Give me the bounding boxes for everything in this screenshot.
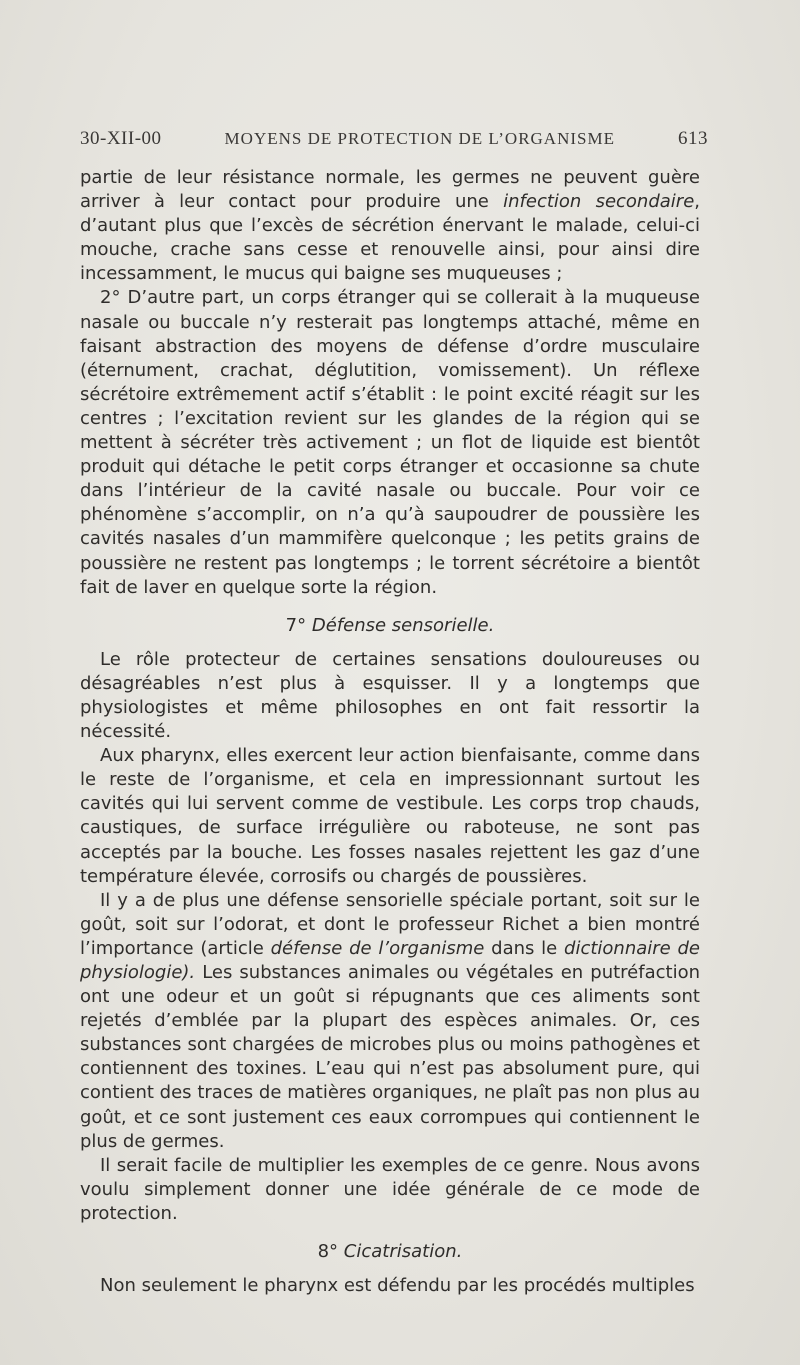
paragraph-1-text-a: partie de leur résistance normale, les germes ne peuvent guère arriver à leur contact pour produire une: [80, 167, 700, 213]
paragraph-1-text-b: , d’autant plus que l’excès de sécrétion énervant le malade, celui-ci mouche, crache sans cesse et renouvelle ainsi, pour ainsi dire incessamment, le mucus qui baigne ses muqueuses ;: [80, 191, 700, 285]
paragraph-1: [80, 166, 700, 286]
header-title: MOYENS DE PROTECTION DE L’ORGANISME: [224, 129, 615, 148]
page-body: [80, 166, 700, 1298]
paragraph-3: Le rôle protecteur de certaines sensations douloureuses ou désagréables n’est plus à esquisser. Il y a longtemps que physiologistes et même philosophes en ont fait ressortir la nécessité.: [80, 648, 700, 743]
paragraph-5-emphasis-2: dictionnaire de physiologie).: [80, 937, 700, 983]
header-date: 30-XII-00: [80, 128, 162, 149]
section-7-title: Défense sensorielle.: [311, 614, 495, 636]
section-8-heading: [80, 1240, 700, 1264]
paragraph-5-emphasis-1: défense de l’organisme: [270, 937, 485, 959]
paragraph-7: Non seulement le pharynx est défendu par les procédés multiples: [100, 1275, 695, 1297]
paragraph-5: [80, 889, 700, 1154]
paragraph-1-emphasis: infection secondaire: [503, 191, 695, 213]
page-number: 613: [678, 128, 708, 149]
paragraph-5-text-a: Il y a de plus une défense sensorielle spéciale portant, soit sur le goût, soit sur l’odorat, et dont le professeur Richet a bien montré l’importance (article: [80, 889, 700, 959]
section-8-number: 8°: [317, 1241, 339, 1263]
paragraph-6: Il serait facile de multiplier les exemples de ce genre. Nous avons voulu simplement donner une idée générale de ce mode de protection.: [80, 1154, 700, 1224]
paragraph-2: 2° D’autre part, un corps étranger qui se collerait à la muqueuse nasale ou buccale n’y resterait pas longtemps attaché, même en faisant abstraction des moyens de défense d’ordre musculaire (éternument, crachat, déglutition, vomissement). Un réflexe sécrétoire extrêmement actif s’établit : le point excité réagit sur les centres ; l’excitation revient sur les glandes de la région qui se mettent à sécréter très activement ; un flot de liquide est bientôt produit qui détache le petit corps étranger et occasionne sa chute dans l’intérieur de la cavité nasale ou buccale. Pour voir ce phénomène s’accomplir, on n’a qu’à saupoudrer de poussière les cavités nasales d’un mammifère quelconque ; les petits grains de poussière ne restent pas longtemps ; le torrent sécrétoire a bientôt fait de laver en quelque sorte la région.: [80, 287, 700, 598]
section-8-title: Cicatrisation.: [343, 1241, 463, 1263]
running-header: [80, 128, 708, 150]
paragraph-4: Aux pharynx, elles exercent leur action bienfaisante, comme dans le reste de l’organisme, et cela en impressionnant surtout les cavités qui lui servent comme de vestibule. Les corps trop chauds, caustiques, de surface irrégulière ou raboteuse, ne sont pas acceptés par la bouche. Les fosses nasales rejettent les gaz d’une température élevée, corrosifs ou chargés de poussières.: [80, 745, 700, 887]
paragraph-5-text-b: dans le: [484, 937, 565, 959]
section-7-number: 7°: [285, 614, 307, 636]
paragraph-5-text-c: Les substances animales ou végétales en putréfaction ont une odeur et un goût si répugnants que ces aliments sont rejetés d’emblée par la plupart des espèces animales. Or, ces substances sont chargées de microbes plus ou moins pathogènes et contiennent des toxines. L’eau qui n’est pas absolument pure, qui contient des traces de matières organiques, ne plaît pas non plus au goût, et ce sont justement ces eaux corrompues qui contiennent le plus de germes.: [80, 962, 700, 1152]
section-7-heading: [80, 614, 700, 638]
